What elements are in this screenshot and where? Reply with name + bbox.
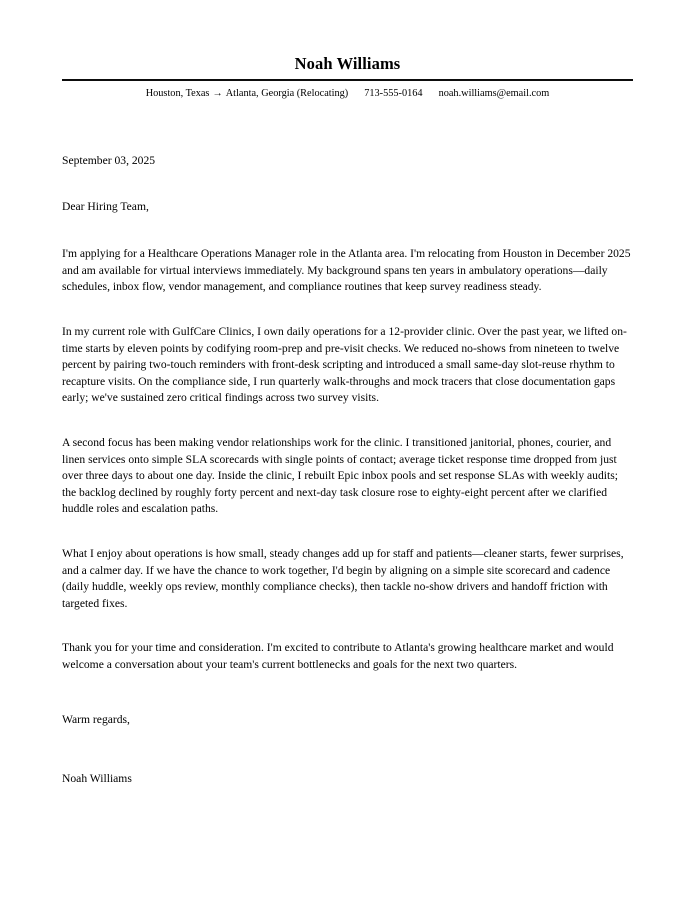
letter-paragraph: I'm applying for a Healthcare Operations Manager role in the Atlanta area. I'm relocating from Houston in December 2025 and am available for virtual interviews immediately. My background spans ten years in ambulatory operations—daily schedules, inbox flow, vendor management, and compliance routines that keep survey readiness steady.: [62, 247, 631, 294]
signature-name: Noah Williams: [62, 772, 132, 786]
letter-body: [62, 100, 633, 788]
letter-closing: Warm regards,: [62, 713, 130, 727]
page-title: Noah Williams: [294, 54, 401, 73]
letter-paragraph: In my current role with GulfCare Clinics, I own daily operations for a 12-provider clinic. Over the past year, we lifted on-time starts by eleven points by codifying room-prep and pre-visit checks. We reduced no-shows from nineteen to twelve percent by pairing two-touch reminders with front-desk scripting and introduced a small same-day slot-reuse rhythm to recapture visits. On the compliance side, I run quarterly walk-throughs and mock tracers that close documentation gaps early; we've sustained zero critical findings across two survey visits.: [62, 324, 627, 405]
contact-email[interactable]: noah.williams@email.com: [438, 87, 550, 99]
contact-location-from: Houston, Texas: [145, 87, 210, 99]
right-arrow-icon: →: [212, 87, 223, 99]
letter-content: [62, 0, 633, 788]
letter-salutation: Dear Hiring Team,: [62, 199, 149, 213]
contact-line: [62, 81, 633, 100]
contact-location-to: Atlanta, Georgia (Relocating): [225, 87, 349, 99]
letter-paragraph: A second focus has been making vendor relationships work for the clinic. I transitioned janitorial, phones, courier, and linen services onto simple SLA scorecards with single points of contact; average ticket response time dropped from just over three days to about one day. Inside the clinic, I rebuilt Epic inbox pools and set response SLAs with weekly audits; the backlog declined by roughly forty percent and next-day task closure rose to eighty-eight percent after we clarified huddle roles and escalation paths.: [62, 435, 618, 516]
contact-phone[interactable]: 713-555-0164: [364, 87, 423, 99]
letterhead: [62, 0, 633, 100]
letter-paragraph: What I enjoy about operations is how small, steady changes add up for staff and patients—cleaner starts, fewer surprises, and a calmer day. If we have the chance to work together, I'd begin by aligning on a simple site scorecard and cadence (daily huddle, weekly ops review, monthly compliance checks), then tackle no-show drivers and handoff friction with targeted fixes.: [62, 546, 624, 610]
letter-paragraph: Thank you for your time and consideration. I'm excited to contribute to Atlanta's growing healthcare market and would welcome a conversation about your team's current bottlenecks and goals for the next two quarters.: [62, 641, 614, 671]
letter-date: September 03, 2025: [62, 154, 156, 167]
